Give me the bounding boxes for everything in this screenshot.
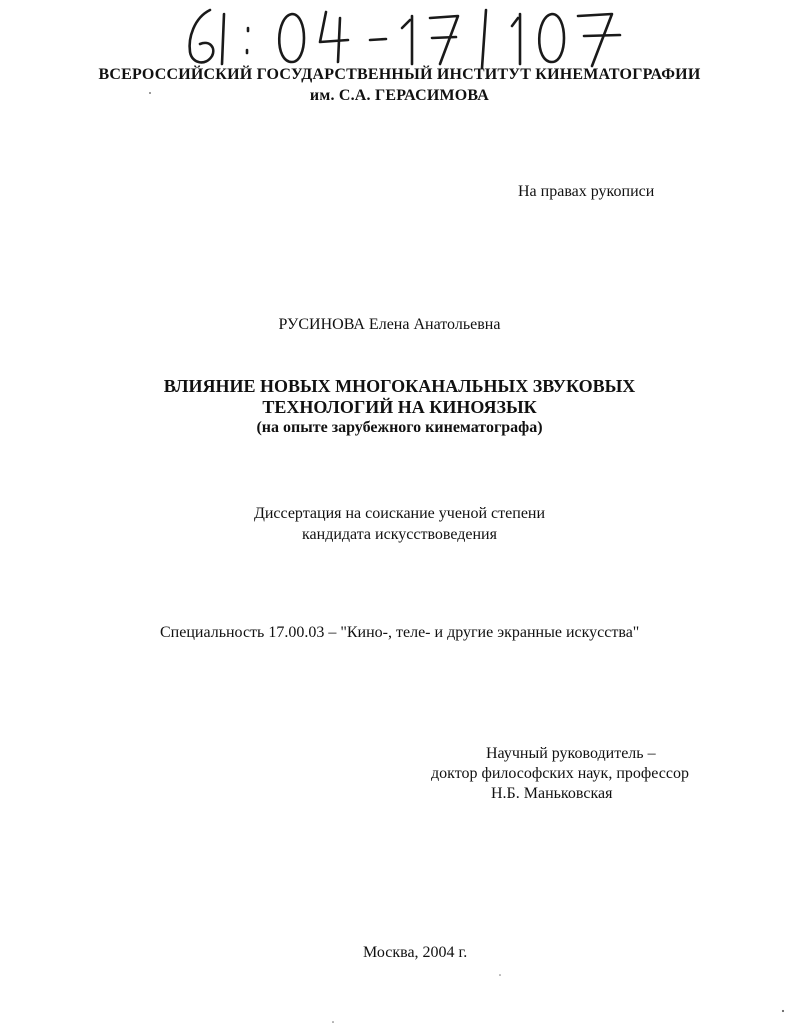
supervisor-role: Научный руководитель –: [486, 745, 656, 762]
institute-name: ВСЕРОССИЙСКИЙ ГОСУДАРСТВЕННЫЙ ИНСТИТУТ КИНЕМАТОГРАФИИ: [98, 66, 701, 83]
thesis-title: [0, 376, 799, 438]
supervisor-name: Н.Б. Маньковская: [491, 785, 613, 802]
specialty-line: Специальность 17.00.03 – "Кино-, теле- и другие экранные искусства": [160, 624, 640, 641]
degree-line-2: кандидата искусствоведения: [302, 526, 497, 543]
rights-note: На правах рукописи: [518, 183, 655, 200]
institute-named-after: им. С.А. ГЕРАСИМОВА: [309, 87, 490, 104]
degree-statement: [0, 503, 799, 545]
city-and-year: Москва, 2004 г.: [363, 944, 468, 961]
handwritten-archive-code: [180, 4, 640, 70]
degree-line-1: Диссертация на соискание ученой степени: [253, 505, 546, 522]
thesis-subtitle: (на опыте зарубежного кинематографа): [256, 419, 543, 436]
handwritten-code-drawing: [180, 4, 640, 70]
thesis-title-line-2: ТЕХНОЛОГИЙ НА КИНОЯЗЫК: [262, 397, 537, 417]
institute-header: [0, 64, 799, 106]
supervisor-degree: доктор философских наук, профессор: [431, 765, 689, 782]
thesis-title-line-1: ВЛИЯНИЕ НОВЫХ МНОГОКАНАЛЬНЫХ ЗВУКОВЫХ: [163, 376, 636, 396]
author-name: РУСИНОВА Елена Анатольевна: [278, 316, 501, 333]
